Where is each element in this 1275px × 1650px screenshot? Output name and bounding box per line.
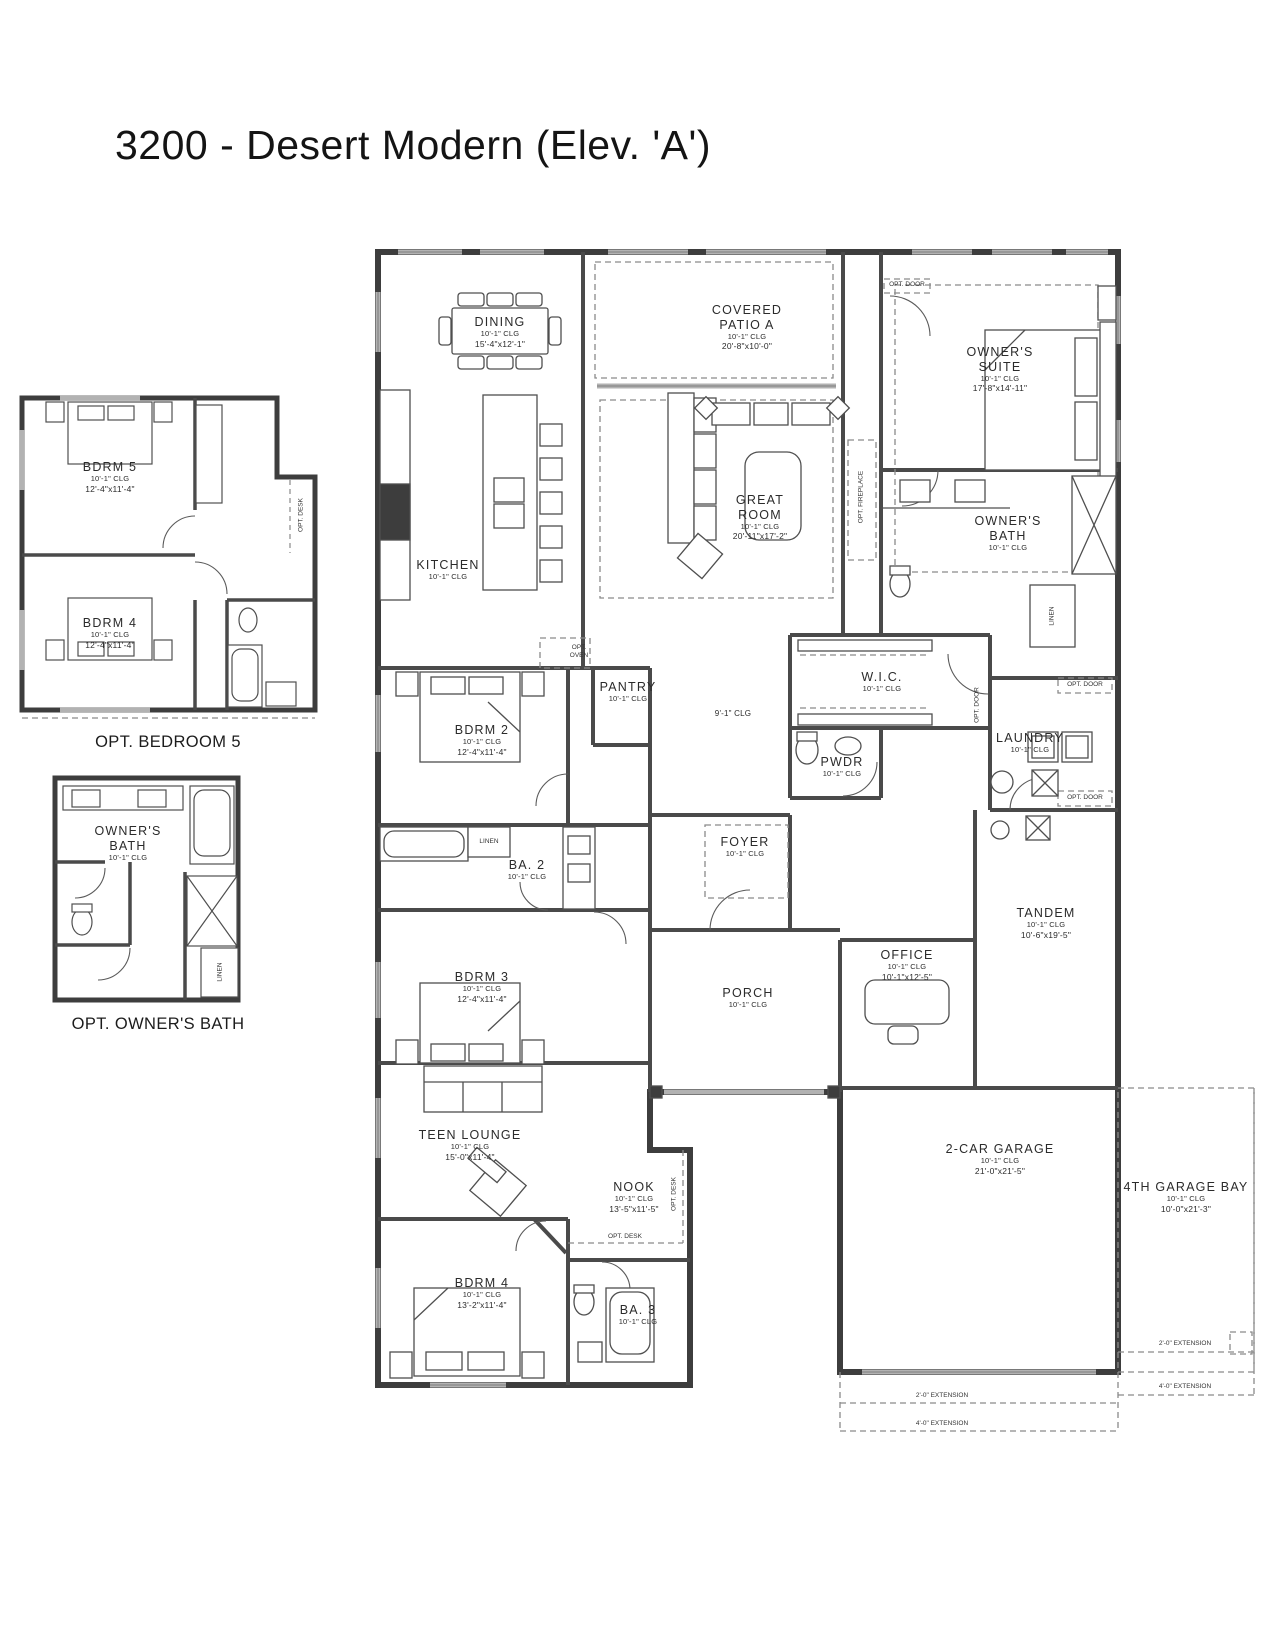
- room-label-owners-suite: OWNER'S SUITE 10'-1" CLG 17'-8"x14'-11": [966, 345, 1034, 394]
- room-label-ba2: BA. 2 10'-1" CLG: [507, 858, 547, 881]
- room-label-dining: DINING 10'-1" CLG 15'-4"x12'-1": [474, 315, 526, 349]
- caption-opt-bedroom5: OPT. BEDROOM 5: [95, 733, 241, 751]
- room-label-ba3: BA. 3 10'-1" CLG: [618, 1303, 658, 1326]
- label-opt-desk-nook-vertical: OPT. DESK: [670, 1177, 678, 1211]
- label-opt-oven: OPT. OVEN: [569, 644, 589, 659]
- room-label-4th-garage-bay: 4TH GARAGE BAY 10'-1" CLG 10'-0"x21'-3": [1123, 1180, 1249, 1214]
- room-label-bdrm3: BDRM 3 10'-1" CLG 12'-4"x11'-4": [454, 970, 510, 1004]
- room-label-tandem: TANDEM 10'-1" CLG 10'-6"x19'-5": [1016, 906, 1076, 940]
- room-label-porch: PORCH 10'-1" CLG: [722, 986, 774, 1009]
- room-label-teen-lounge: TEEN LOUNGE 10'-1" CLG 15'-0"x11'-4": [418, 1128, 522, 1162]
- room-label-nook: NOOK 10'-1" CLG 13'-5"x11'-5": [609, 1180, 659, 1214]
- caption-opt-owners-bath: OPT. OWNER'S BATH: [71, 1015, 245, 1033]
- room-label-inset-bdrm5: BDRM 5 10'-1" CLG 12'-4"x11'-4": [82, 460, 138, 494]
- room-label-wic: W.I.C. 10'-1" CLG: [861, 670, 903, 693]
- label-opt-door-right-1: OPT. DOOR: [1067, 681, 1103, 688]
- room-label-inset-owners-bath: OWNER'S BATH 10'-1" CLG: [94, 824, 162, 862]
- label-linen-main: LINEN: [1048, 606, 1056, 626]
- label-opt-door-suite: OPT. DOOR: [889, 281, 925, 288]
- label-opt-desk-nook: OPT. DESK: [608, 1233, 642, 1240]
- furniture: [380, 286, 1116, 1378]
- room-label-bdrm2: BDRM 2 10'-1" CLG 12'-4"x11'-4": [454, 723, 510, 757]
- door-swings: [516, 296, 1042, 1290]
- label-linen-ba2: LINEN: [479, 838, 499, 845]
- utility-fixtures: [650, 816, 1050, 1098]
- room-label-2car-garage: 2-CAR GARAGE 10'-1" CLG 21'-0"x21'-5": [945, 1142, 1055, 1176]
- plan-title: 3200 - Desert Modern (Elev. 'A'): [115, 122, 712, 168]
- room-label-great-room: GREAT ROOM 10'-1" CLG 20'-11"x17'-2": [732, 493, 788, 542]
- label-extension-2ft-right: 2'-0" EXTENSION: [1158, 1340, 1212, 1347]
- great-room-sofa: [668, 393, 849, 579]
- label-extension-2ft-center: 2'-0" EXTENSION: [915, 1392, 969, 1399]
- room-label-laundry: LAUNDRY 10'-1" CLG: [996, 731, 1064, 754]
- room-label-owners-bath: OWNER'S BATH 10'-1" CLG: [974, 514, 1042, 552]
- room-label-inset-bdrm4: BDRM 4 10'-1" CLG 12'-4"x11'-4": [82, 616, 138, 650]
- label-opt-door-right-2: OPT. DOOR: [1067, 794, 1103, 801]
- room-label-hall-clg: 9'-1" CLG: [714, 709, 752, 718]
- room-label-pwdr: PWDR 10'-1" CLG: [820, 755, 864, 778]
- room-label-pantry: PANTRY 10'-1" CLG: [599, 680, 657, 703]
- room-label-foyer: FOYER 10'-1" CLG: [720, 835, 770, 858]
- owner-bath-fixtures: [881, 476, 1116, 647]
- label-opt-door-wic: OPT. DOOR: [973, 687, 981, 723]
- room-label-covered-patio: COVERED PATIO A 10'-1" CLG 20'-8"x10'-0": [711, 303, 783, 352]
- room-label-bdrm4: BDRM 4 10'-1" CLG 13'-2"x11'-4": [454, 1276, 510, 1310]
- label-opt-desk-inset: OPT. DESK: [297, 498, 305, 532]
- inset-opt-bedroom5: [22, 398, 315, 710]
- office-desk: [865, 980, 949, 1044]
- label-extension-4ft-center: 4'-0" EXTENSION: [915, 1420, 969, 1427]
- room-label-kitchen: KITCHEN 10'-1" CLG: [416, 558, 480, 581]
- room-label-office: OFFICE 10'-1" CLG 10'-1"x12'-5": [880, 948, 934, 982]
- label-linen-inset: LINEN: [216, 962, 224, 982]
- label-extension-4ft-right: 4'-0" EXTENSION: [1158, 1383, 1212, 1390]
- label-opt-fireplace: OPT. FIREPLACE: [857, 470, 865, 524]
- inset-opt-owners-bath: [55, 778, 238, 1000]
